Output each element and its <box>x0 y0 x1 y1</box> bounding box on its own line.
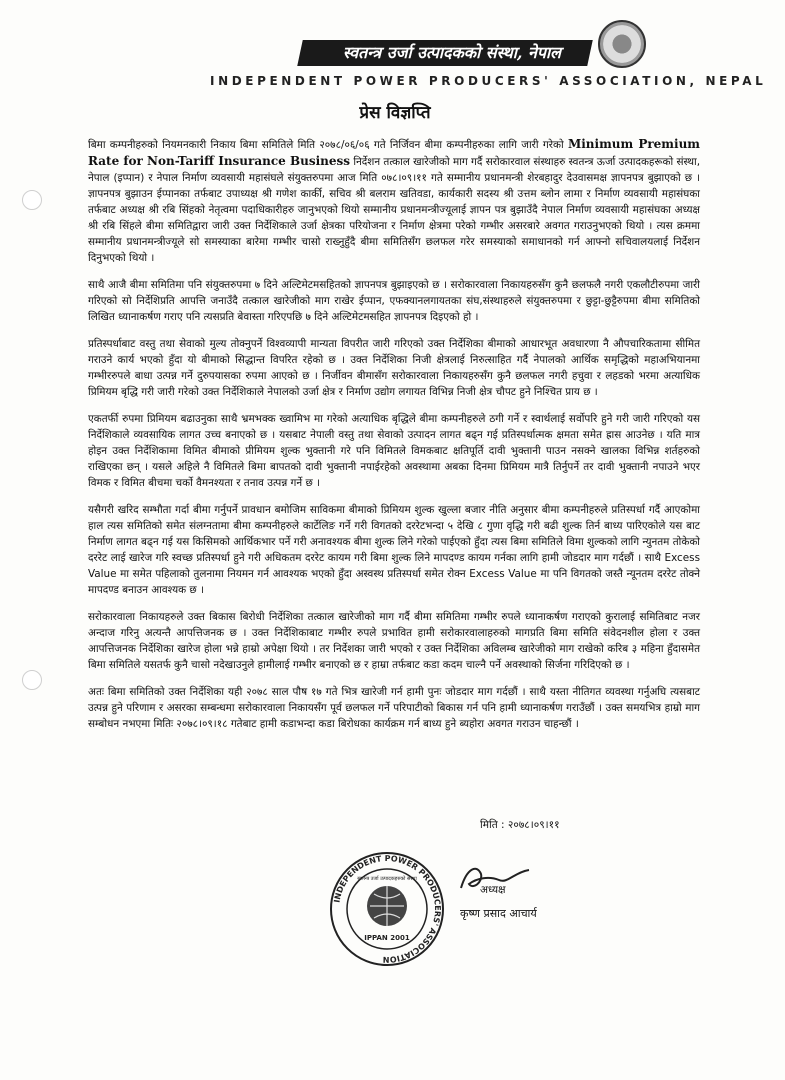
org-name-nepali: स्वतन्त्र उर्जा उत्पादकको संस्था, नेपाल <box>342 43 561 62</box>
signatory-name: कृष्ण प्रसाद आचार्य <box>460 907 537 920</box>
signatory-role: अध्यक्ष <box>480 884 506 896</box>
paragraph-text: बिमा कम्पनीहरुको नियमनकारी निकाय बिमा समितिले मिति २०७८/०६/०६ गते निर्जिवन बीमा कम्पनीहरुका लागि जारी गरेको <box>88 139 568 151</box>
paragraph <box>88 136 700 266</box>
paragraph: प्रतिस्पर्धाबाट वस्तु तथा सेवाको मुल्य तोक्नुपर्ने विश्वव्यापी मान्यता विपरीत जारी गरिएको उक्त निर्देशिका बीमाको आधारभूत अवधारणा नै औपचारिकतामा सीमित गराउने कार्य भएको हुँदा यो बीमाको सिद्धान्त विपरित रहेको छ । उक्त निर्देशिका निजी क्षेत्रलाई निरुत्साहित गर्दै नेपालको आर्थिक समृद्धिको महाअभियानमा गम्भीररुपले बाधा उत्पन्न गर्ने दुरुपयासका रुपमा आएको छ । निर्जीवन बीमासँग सरोकारवाला निकायहरुसँग कुनै छलफल नगरी हचुवा र लहडको भरमा अत्याधिक प्रिमियम बृद्धि गरी जारी गरेको उक्त निर्देशिकाले नेपालको उर्जा क्षेत्र र निर्माण उद्योग लगायत विभिन्न निजी क्षेत्र चौपट हुने निश्चित प्राय छ । <box>88 338 700 398</box>
paragraph: एकतर्फी रुपमा प्रिमियम बढाउनुका साथै भ्रमभक्क ख्वामिभ मा गरेको अत्याधिक बृद्धिले बीमा कम्पनीहरुले ठगी गर्ने र स्वार्थलाई सर्वोपरि हुने गरी जारी गरिएको यस निर्देशिकाले व्यवसायिक लागत उच्च बनाएको छ । यसबाट नेपाली वस्तु तथा सेवाको उत्पादन लागत बढ्न गई प्रतिस्पर्धात्मक क्षमता समेत ह्रास आउनेछ । यति मात्र होइन उक्त निर्देशिकामा विमित बीमाको प्रीमियम शुल्क भुक्तानी गरे पनि विमितले विमकबाट क्षतिपूर्ति दावी भुक्तानी पाउन नसक्ने खालका विभिन्न शर्तहरुको राखिएका छन् । यसले अहिले नै विमितले बिमा बापतको दावी भुक्तानी नपाईरहेको अवस्थामा अबका दिनमा प्रिमियम मात्रै तिर्नुपर्ने तर दावी भुक्तानी नपाउने भएर विमक र विमित बीचमा चर्को वैमनश्यता र तनाव उत्पन्न गर्ने छ । <box>88 413 700 489</box>
document-title: प्रेस विज्ञप्ति <box>359 103 431 123</box>
document-body <box>88 136 700 743</box>
org-logo-icon <box>598 20 646 68</box>
punch-hole <box>22 190 42 210</box>
directive-title: Minimum Premium Rate for Non-Tariff Insurance Business <box>88 137 700 168</box>
org-name-english: INDEPENDENT POWER PRODUCERS' ASSOCIATION, NEPAL <box>210 74 767 88</box>
seal-inner-text: स्वतन्त्र उर्जा उत्पादकहरुको संस्था <box>357 876 417 882</box>
date-line: मिति : २०७८।०९।११ <box>480 819 560 831</box>
seal-center-text: IPPAN 2001 <box>364 934 410 942</box>
paragraph: यसैगरी खरिद सम्भौता गर्दा बीमा गर्नुपर्ने प्रावधान बमोजिम साविकमा बीमाको प्रिमियम शुल्क खुल्ला बजार नीति अनुसार बीमा कम्पनीहरुले प्रतिस्पर्धा गर्दै आएकोमा हाल त्यस समितिको समेत संलग्नतामा बीमा कम्पनीहरुले कार्टेलिङ गर्ने गरी विगतको दररेटभन्दा ५ देखि ८ गुणा वृद्धि गरी बढी शुल्क तिर्न बाध्य पारिएकोले यस बाट निर्माण लागत बढ्न गई यस किसिमको आर्थिकभार पर्ने गरी अनावश्यक बीमा शुल्क लिने गरेको पाईएको हुँदा त्यस बिमा समितिले विमा शुल्कको लागि न्युनतम तोकेको दररेट लाई खारेज गरि स्वच्छ प्रतिस्पर्धा हुने गरी अधिकतम दररेट कायम गरी बिमा शुल्क लिने मापदण्ड कायम गर्नका लागि हामी जोडदार माग गर्दछौं । साथै Excess Value मा समेत पहिलाको तुलनामा नियमन गर्न आवश्यक भएको हुँदा अस्वस्थ प्रतिस्पर्धा समेत रोक्न Excess Value मा पनि विगतको जस्तै न्यूनतम दररेट तोक्ने मापदण्ड बनाउन आवश्यक छ । <box>88 504 700 596</box>
paragraph: सरोकारवाला निकायहरुले उक्त बिकास बिरोधी निर्देशिका तत्काल खारेजीको माग गर्दै बीमा समितिमा गम्भीर रुपले ध्यानाकर्षण गराएको कुरालाई समितिबाट नजर अन्दाज गरिनु अत्यन्तै आपत्तिजनक छ । उक्त निर्देशिकाबाट गम्भीर रुपले प्रभावित हामी सरोकारवालाहरुको मागप्रति बिमा समिति संवेदनशील होला र उक्त आपत्तिजनक निर्देशिका खारेज होला भन्ने हाम्रो अपेक्षा थियो । तर निर्देशका जारी भएको र उक्त निर्देशिका अविलम्ब खारेजीको माग राखेको करिब ३ महिना हुँदासमेत बिमा समितिले यसतर्फ कुनै चासो नदेखाउनुले हामीलाई गम्भीर बनाएको छ र हाम्रा तर्फबाट कडा कदम चाल्नै पर्ने अवस्थाको सिर्जना गरिदिएको छ । <box>88 611 700 671</box>
seal-outer-text: INDEPENDENT POWER PRODUCERS' ASSOCIATION <box>332 853 443 965</box>
punch-hole <box>22 670 42 690</box>
paragraph: साथै आजै बीमा समितिमा पनि संयुक्तरुपमा ७ दिने अल्टिमेटमसहितको ज्ञापनपत्र बुझाइएको छ । सरोकारवाला निकायहरुसँग कुनै छलफलै नगरी एकलौटीरुपमा जारी गरिएको सो निर्देशिप्रति आपत्ति जनाउँदै तत्काल खारेजीको माग राखेर ईप्पान, एफक्यानलगायतका संघ,संस्थाहरुले संयुक्तरुपमा र छुट्टा-छुट्टैरुपमा बीमा समितिको लिखित ध्यानाकर्षण गराए पनि त्यसप्रति बेवास्ता गरिएपछि ७ दिने अल्टिमेटमसहित ज्ञापनपत्र दिइएको हो । <box>88 279 700 323</box>
paragraph-text: निर्देशन तत्काल खारेजीको माग गर्दै सरोकारवाल संस्थाहरु स्वतन्त्र ऊर्जा उत्पादकहरूको संस्था, नेपाल (इप्पान) र नेपाल निर्माण व्यवसायी महासंघले संयुक्तरुपमा आज मिति ०७८।०९।११ गते सम्मानीय प्रधानमन्त्री शेरबहादुर देउवासमक्ष ज्ञापनपत्र बुझाएको छ । ज्ञापनपत्र बुझाउन ईप्पानका तर्फबाट उपाध्यक्ष श्री गणेश कार्की, सचिव श्री बलराम खतिवडा, कार्यकारी सदस्य श्री उत्तम ब्लोन लामा र निर्माण व्यवसायी महासंघका तर्फबाट अध्यक्ष श्री रबि सिंहको नेतृत्वमा पदाधिकारीहरु जानुभएको थियो सम्मानीय प्रधानमन्त्रीज्यूलाई ज्ञापन पत्र बुझाउँदै नेपाल निर्माण व्यवसायी महासंघका अध्यक्ष श्री रबि सिंहले बीमा समितिद्वारा जारी उक्त निर्देशिकाले उर्जा क्षेत्रका परियोजना र निर्माण क्षेत्रमा परेको गम्भीर असरबारे अवगत गराउनुभएको थियो । त्यस क्रममा सम्मानीय प्रधानमन्त्रीज्यूले सो समस्याका बारेमा गम्भीर चासो राख्नुहुँदै बीमा समितिसँग छलफल गरेर समस्याको समाधानको गर्न आफ्नो सचिवालयलाई निर्देशन दिनुभएको थियो । <box>88 156 700 264</box>
organization-seal <box>328 850 446 968</box>
paragraph: अतः बिमा समितिको उक्त निर्देशिका यही २०७८ साल पौष १७ गते भित्र खारेजी गर्न हामी पुनः जोडदार माग गर्दछौं । साथै यस्ता नीतिगत व्यवस्था गर्नुअघि त्यसबाट उत्पन्न हुने परिणाम र असरका सम्बन्धमा सरोकारवाला निकायसँग पूर्व छलफल गर्ने परिपाटीको बिकास गर्न पनि हामी ध्यानाकर्षण गराउँछौं । उक्त समयभित्र हाम्रो माग सम्बोधन नभएमा मितिः २०७८।०९।१८ गतेबाट हामी कडाभन्दा कडा बिरोधका कार्यक्रम गर्न बाध्य हुने ब्यहोरा अवगत गराउन चाहन्छौं । <box>88 686 700 730</box>
